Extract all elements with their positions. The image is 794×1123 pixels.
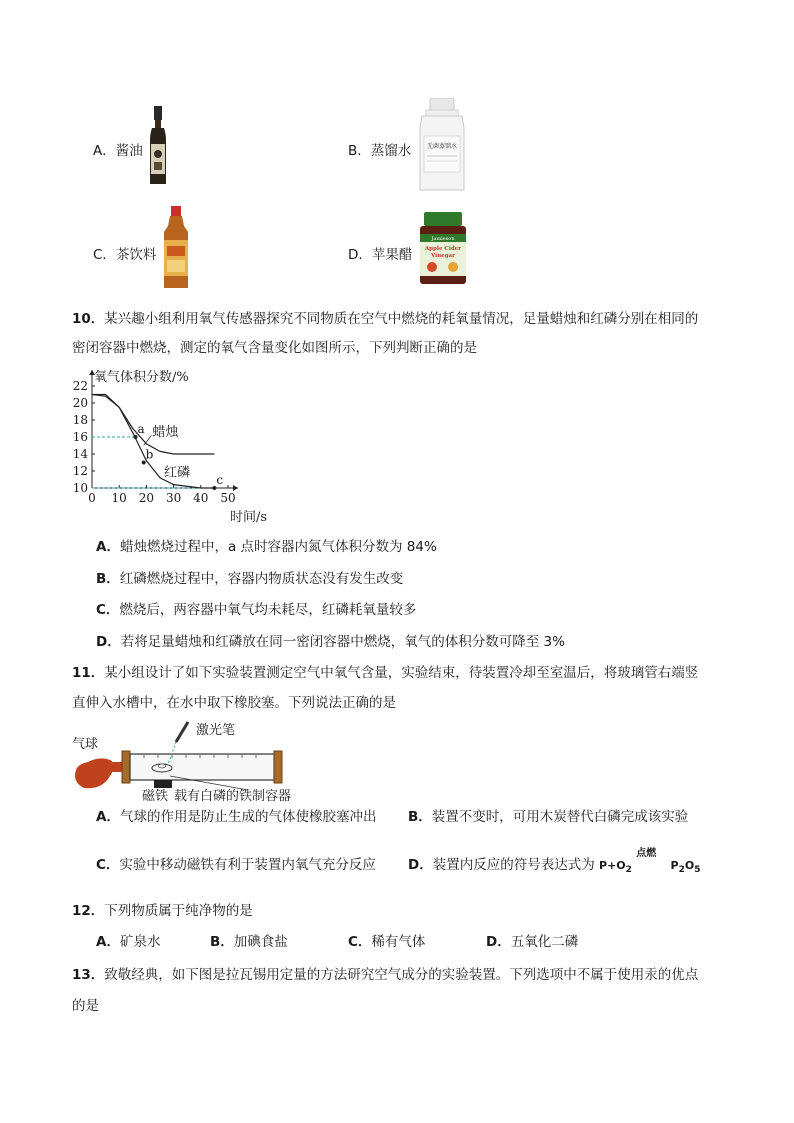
- reaction-arrow: [636, 848, 666, 869]
- question-13-line-2: [72, 993, 99, 1019]
- x-tick-label: 10: [111, 491, 127, 505]
- question-text: 致敬经典，如下图是拉瓦锡用定量的方法研究空气成分的实验装置。下列选项中不属于使用汞的优点: [104, 967, 699, 983]
- y-tick-label: 18: [72, 413, 88, 427]
- question-11-line-2: [72, 690, 396, 716]
- oxygen-chart: [66, 366, 276, 528]
- option-text: 矿泉水: [119, 934, 161, 950]
- option-text: 茶饮料: [115, 247, 157, 263]
- option-12a[interactable]: [96, 929, 160, 955]
- distilled-water-bottle-image: [416, 98, 468, 194]
- soy-sauce-bottle-image: [146, 106, 170, 186]
- apparatus-diagram: [70, 718, 330, 802]
- option-letter: C．: [96, 857, 120, 873]
- option-9b[interactable]: [348, 139, 411, 159]
- option-text: 稀有气体: [371, 934, 426, 950]
- option-9a[interactable]: [93, 139, 143, 159]
- option-letter: B．: [96, 571, 120, 587]
- option-10d[interactable]: [96, 629, 565, 655]
- series-label: 蜡烛: [152, 424, 179, 440]
- option-letter: D．: [96, 634, 121, 650]
- option-text: 红磷燃烧过程中，容器内物质状态没有发生改变: [119, 571, 404, 587]
- option-letter: C．: [96, 602, 120, 618]
- option-letter: B．: [210, 934, 234, 950]
- question-number: 13．: [72, 967, 105, 983]
- option-11a[interactable]: [96, 804, 376, 830]
- bottle-label-text: 无菌蒸馏水: [426, 143, 458, 150]
- question-11-line-1: [72, 660, 698, 686]
- chart-x-axis-label: 时间/s: [230, 510, 268, 525]
- x-tick-label: 40: [193, 491, 209, 505]
- option-text: 装置内反应的符号表达式为: [432, 857, 595, 873]
- option-text: 苹果醋: [371, 247, 413, 263]
- option-letter: B．: [348, 143, 371, 159]
- option-12b[interactable]: [210, 929, 288, 955]
- question-text: 某兴趣小组利用氧气传感器探究不同物质在空气中燃烧的耗氧量情况，足量蜡烛和红磷分别在相同的: [104, 311, 699, 327]
- option-text: 蜡烛燃烧过程中，a 点时容器内氮气体积分数为 84%: [119, 539, 437, 555]
- question-text: 某小组设计了如下实验装置测定空气中氧气含量，实验结束，待装置冷却至室温后，将玻璃管右端竖: [104, 665, 699, 681]
- y-tick-label: 12: [72, 464, 88, 478]
- chart-point-label: a: [137, 422, 145, 436]
- x-tick-label: 20: [138, 491, 155, 505]
- container-label: 载有白磷的铁制容器: [174, 789, 292, 802]
- laser-pen-label: 激光笔: [196, 723, 236, 738]
- question-13-line-1: [72, 962, 698, 988]
- option-12d[interactable]: [486, 929, 578, 955]
- x-tick-label: 50: [220, 491, 236, 505]
- y-tick-label: 10: [72, 481, 88, 495]
- balloon-shape: [75, 758, 114, 788]
- option-text: 气球的作用是防止生成的气体使橡胶塞冲出: [119, 809, 377, 825]
- chart-point-label: b: [145, 447, 154, 462]
- option-10c[interactable]: [96, 597, 416, 623]
- option-text: 装置不变时，可用木炭替代白磷完成该实验: [431, 809, 689, 825]
- option-text: 加碘食盐: [233, 934, 288, 950]
- option-letter: C．: [93, 247, 116, 263]
- option-letter: C．: [348, 934, 372, 950]
- question-text: 的是: [72, 998, 99, 1014]
- y-tick-label: 20: [72, 396, 88, 410]
- option-11c[interactable]: [96, 852, 376, 878]
- chart-point-label: c: [216, 473, 224, 487]
- jar-line2-text: Vinegar: [430, 253, 456, 259]
- y-tick-label: 22: [72, 379, 88, 393]
- apple-cider-vinegar-jar-image: [416, 212, 470, 286]
- option-letter: A．: [93, 143, 116, 159]
- question-number: 10．: [72, 311, 105, 327]
- balloon-label: 气球: [72, 737, 99, 752]
- option-11b[interactable]: [408, 804, 688, 830]
- chart-y-axis-label: 氧气体积分数/%: [94, 370, 189, 385]
- jar-line1-text: Apple Cider: [424, 246, 462, 252]
- series-label: 红磷: [164, 465, 191, 481]
- question-12: [72, 898, 253, 924]
- option-9c[interactable]: [93, 243, 156, 263]
- tea-drink-bottle-image: [160, 206, 192, 290]
- option-letter: D．: [486, 934, 511, 950]
- option-11d[interactable]: [408, 848, 701, 883]
- option-9d[interactable]: [348, 243, 412, 263]
- option-letter: A．: [96, 809, 120, 825]
- x-tick-label: 30: [165, 491, 182, 505]
- question-10-line-2: [72, 335, 477, 361]
- formula-left: $P+O_2$: [599, 859, 632, 875]
- option-12c[interactable]: [348, 929, 425, 955]
- option-text: 五氧化二磷: [510, 934, 579, 950]
- formula-right: $P_2O_5$: [670, 859, 701, 875]
- question-text: 直伸入水槽中，在水中取下橡胶塞。下列说法正确的是: [72, 695, 396, 711]
- option-text: 蒸馏水: [370, 143, 412, 159]
- option-text: 若将足量蜡烛和红磷放在同一密闭容器中燃烧，氧气的体积分数可降至 3%: [120, 634, 565, 650]
- question-10-line-1: [72, 306, 698, 332]
- chart-reference-lines: [92, 437, 214, 488]
- series-line: [92, 395, 214, 489]
- chart-series: [92, 395, 214, 489]
- question-text: 下列物质属于纯净物的是: [104, 903, 253, 919]
- option-text: 燃烧后，两容器中氧气均未耗尽，红磷耗氧量较多: [119, 602, 417, 618]
- question-number: 12．: [72, 903, 105, 919]
- option-10b[interactable]: [96, 566, 403, 592]
- option-letter: A．: [96, 934, 120, 950]
- option-letter: B．: [408, 809, 432, 825]
- chart-ticks: [73, 379, 236, 505]
- y-tick-label: 14: [72, 447, 88, 461]
- y-tick-label: 16: [72, 430, 88, 444]
- jar-brand-text: Jamieson: [431, 236, 455, 242]
- question-text: 密闭容器中燃烧，测定的氧气含量变化如图所示，下列判断正确的是: [72, 340, 477, 356]
- option-text: 实验中移动磁铁有利于装置内氧气充分反应: [119, 857, 376, 873]
- option-letter: A．: [96, 539, 120, 555]
- x-tick-label: 0: [88, 491, 96, 505]
- option-letter: D．: [408, 857, 433, 873]
- option-letter: D．: [348, 247, 372, 263]
- magnet-label: 磁铁: [142, 789, 169, 802]
- question-number: 11．: [72, 665, 105, 681]
- reaction-condition: 点燃: [636, 848, 657, 859]
- option-10a[interactable]: [96, 534, 437, 560]
- option-text: 酱油: [115, 143, 143, 159]
